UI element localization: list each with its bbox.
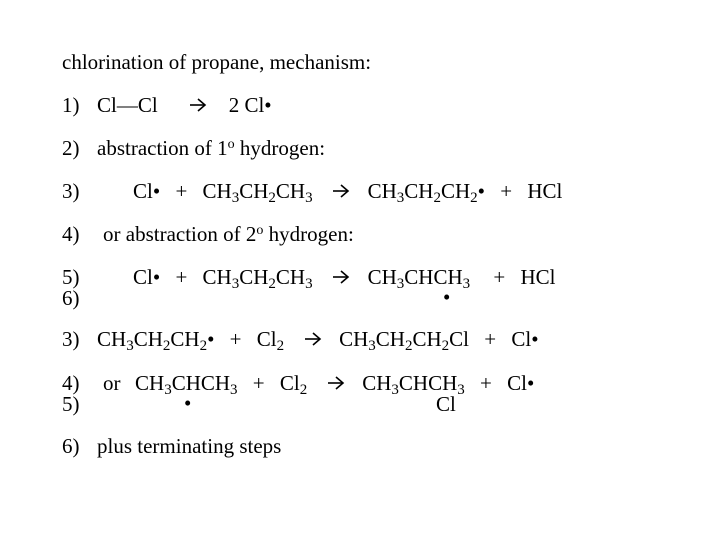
product: 2 Cl•	[228, 93, 272, 117]
subscript: 2	[276, 338, 285, 354]
chem-term: CH	[412, 327, 442, 351]
equation-5	[133, 265, 556, 292]
radical-dot: •	[477, 179, 486, 203]
subscript: 2	[268, 276, 276, 292]
step-number: 5)	[62, 265, 80, 289]
chem-term: CH	[97, 327, 127, 351]
step-number: 1)	[62, 93, 80, 117]
chem-term: HCl	[520, 265, 556, 289]
chem-term: CH	[239, 265, 269, 289]
step-text	[97, 138, 325, 159]
chem-term: CH	[367, 179, 397, 203]
text-part: or	[103, 371, 121, 395]
chem-term: CH	[362, 371, 392, 395]
subscript: 3	[231, 276, 240, 292]
chem-term: CH	[339, 327, 369, 351]
chem-term: CH	[375, 327, 405, 351]
subscript: 3	[231, 190, 240, 206]
subscript: 2	[433, 190, 441, 206]
step-text: plus terminating steps	[97, 434, 282, 458]
radical-dot: •	[184, 391, 192, 415]
subscript: 2	[470, 190, 478, 206]
text-part: abstraction of 1	[97, 136, 228, 160]
degree-mark: o	[227, 137, 235, 152]
step-number: 6)	[62, 286, 80, 310]
subscript: 3	[230, 382, 238, 398]
subscript: 3	[396, 276, 405, 292]
chem-term: CH	[133, 327, 163, 351]
subscript: 3	[391, 382, 399, 398]
step-number: 4)	[62, 222, 80, 246]
chem-term: CHCH	[398, 371, 458, 395]
chem-term: HCl	[527, 179, 563, 203]
subscript: 3	[126, 338, 134, 354]
text-part: hydrogen:	[234, 136, 326, 160]
plus-sign: +	[175, 265, 188, 289]
arrow-icon	[188, 95, 208, 115]
chem-term: Cl	[256, 327, 277, 351]
chem-term: CH	[202, 265, 232, 289]
subscript: 3	[396, 190, 405, 206]
step-number: 6)	[62, 434, 80, 458]
arrow-icon	[331, 267, 351, 287]
chem-term: Cl•	[133, 265, 161, 289]
step-number: 3)	[62, 179, 80, 203]
step-number: 2)	[62, 136, 80, 160]
radical-dot: •	[207, 327, 215, 351]
chem-term: CH	[275, 179, 306, 203]
subscript: 3	[457, 382, 465, 398]
subscript: 2	[441, 338, 450, 354]
text-part: hydrogen:	[263, 222, 354, 246]
subscript: 2	[199, 338, 208, 354]
page-title: chlorination of propane, mechanism:	[62, 50, 372, 74]
chem-term: CH	[135, 371, 165, 395]
reactant: Cl—Cl	[97, 93, 158, 117]
subscript: 3	[368, 338, 376, 354]
subscript: 2	[299, 382, 308, 398]
equation-1	[97, 95, 272, 116]
arrow-icon	[303, 329, 323, 349]
subscript: 2	[162, 338, 171, 354]
step-number: 3)	[62, 327, 80, 351]
plus-sign: +	[480, 371, 492, 395]
chem-term: CH	[404, 179, 434, 203]
chem-term: Cl•	[507, 371, 535, 395]
plus-sign: +	[500, 179, 513, 203]
plus-sign: +	[484, 327, 497, 351]
arrow-icon	[331, 181, 351, 201]
chem-term: Cl•	[133, 179, 161, 203]
plus-sign: +	[175, 179, 188, 203]
chem-term: Cl•	[511, 327, 539, 351]
chem-term: CHCH	[171, 371, 231, 395]
text-part: or abstraction of 2	[103, 222, 257, 246]
plus-sign: +	[229, 327, 242, 351]
plus-sign: +	[252, 371, 265, 395]
equation-8	[103, 371, 535, 398]
step-text	[103, 224, 354, 245]
arrow-icon	[326, 373, 346, 393]
chem-term: CHCH	[404, 265, 463, 289]
equation-3	[133, 179, 563, 206]
chem-term: CH	[202, 179, 232, 203]
chem-term: CH	[440, 179, 471, 203]
subscript: 3	[305, 276, 313, 292]
chem-term: CH	[239, 179, 269, 203]
chem-term: Cl	[279, 371, 300, 395]
subscript: 3	[164, 382, 172, 398]
subscript: 3	[462, 276, 471, 292]
degree-mark: o	[256, 223, 264, 238]
chem-term: Cl	[449, 327, 470, 351]
equation-7	[97, 327, 539, 354]
chem-term: Cl	[436, 392, 456, 416]
chem-term: CH	[275, 265, 306, 289]
plus-sign: +	[493, 265, 506, 289]
step-number: 4)	[62, 371, 80, 395]
subscript: 3	[305, 190, 313, 206]
chem-term: CH	[170, 327, 200, 351]
subscript: 2	[268, 190, 276, 206]
step-number: 5)	[62, 392, 80, 416]
chem-term: CH	[367, 265, 397, 289]
subscript: 2	[404, 338, 413, 354]
radical-dot: •	[443, 285, 451, 309]
